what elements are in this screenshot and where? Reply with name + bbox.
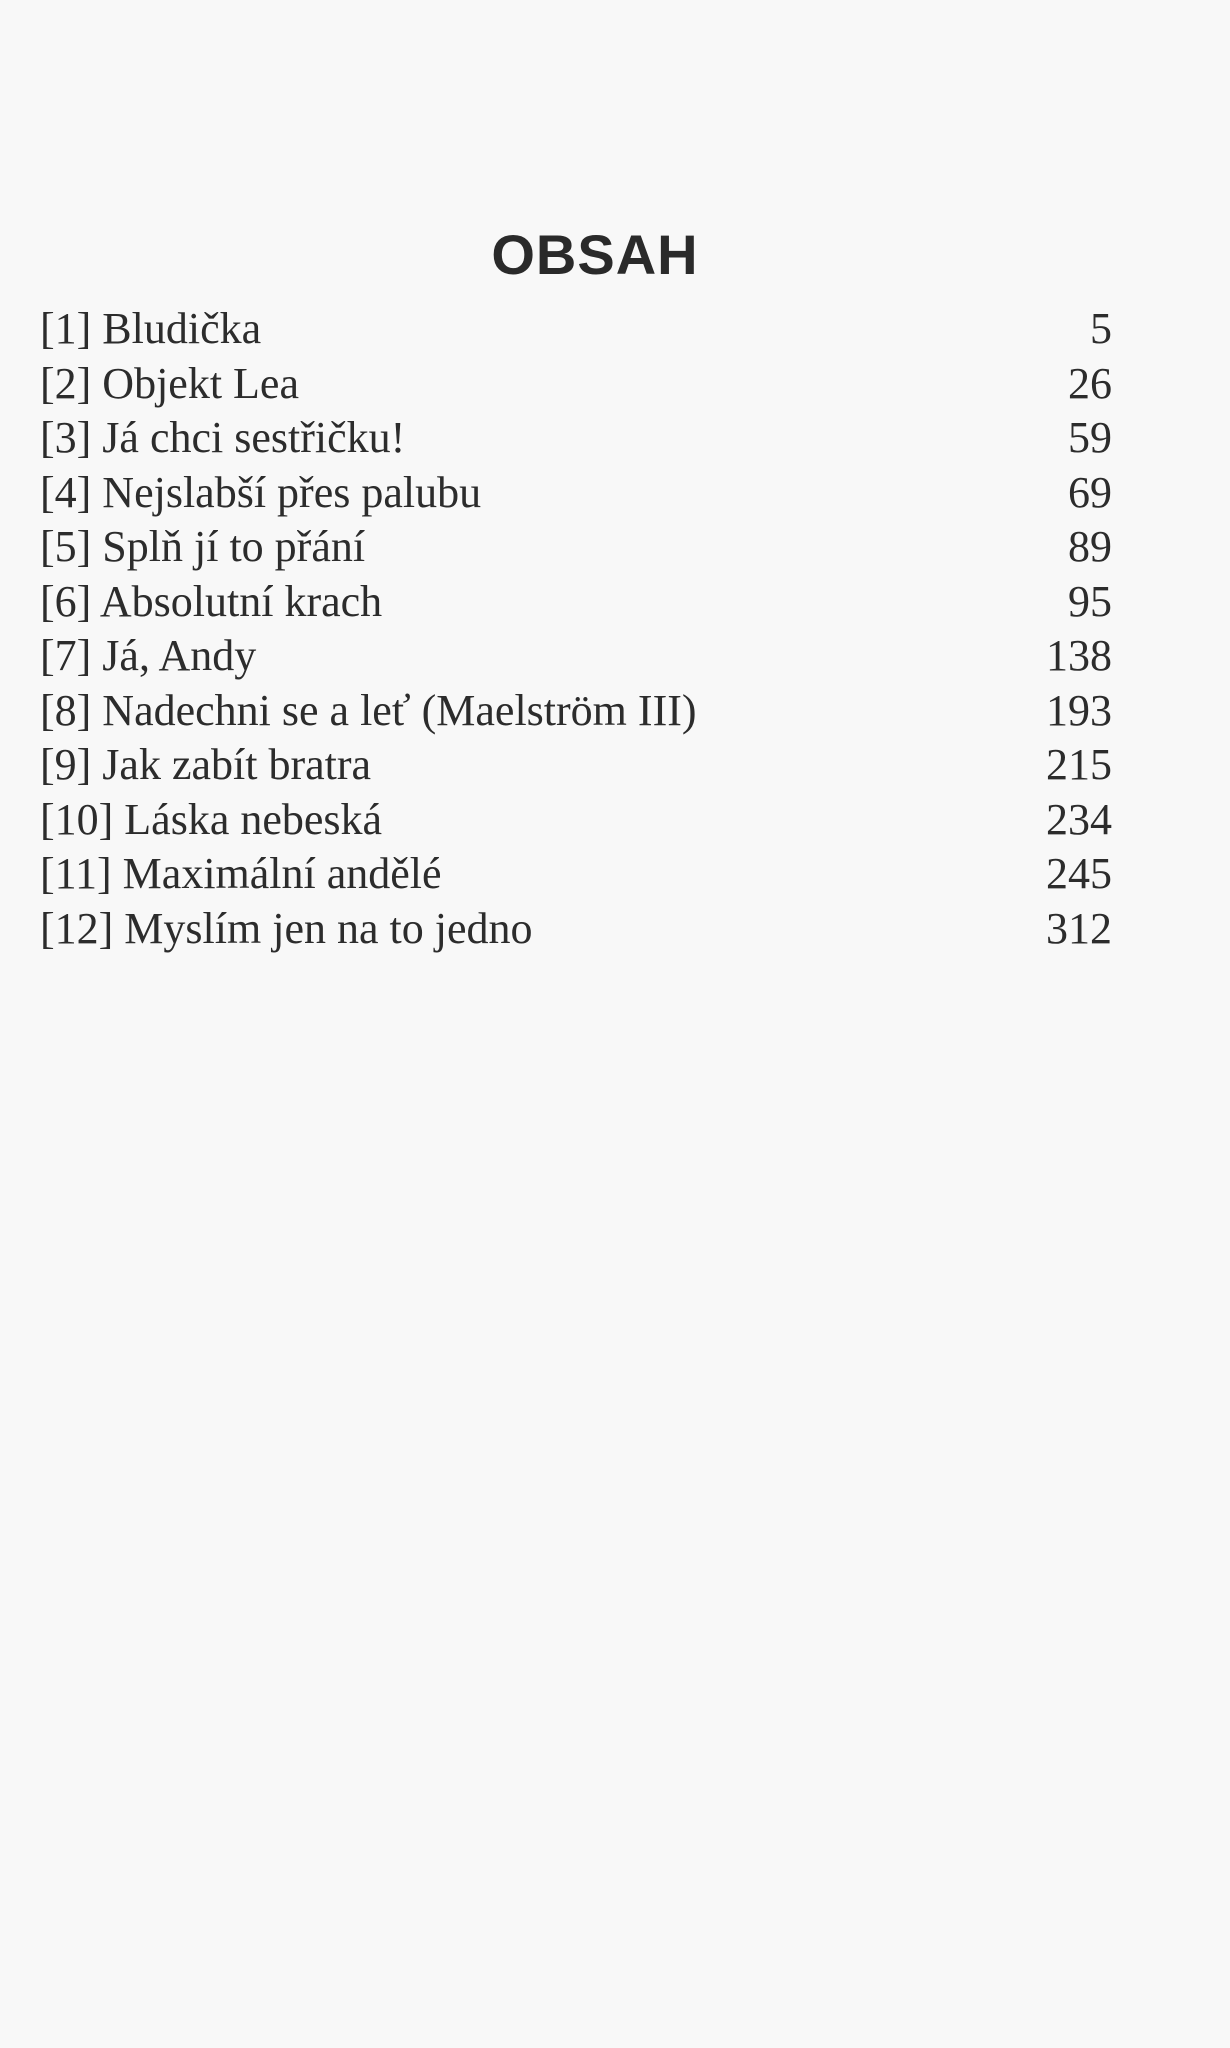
toc-entry-page: 26 xyxy=(1068,358,1112,408)
toc-entry xyxy=(40,793,1112,848)
toc-entry-page: 312 xyxy=(1046,903,1112,953)
toc-entry-page: 89 xyxy=(1068,522,1112,571)
toc-entry-page: 95 xyxy=(1068,576,1112,626)
toc-entry-page: 138 xyxy=(1046,631,1112,680)
toc-entry-page: 234 xyxy=(1046,794,1112,844)
toc-entry-title: [7] Já, Andy xyxy=(40,631,257,680)
page-title: OBSAH xyxy=(491,222,699,286)
toc-entry xyxy=(40,629,1112,684)
toc-entry-page: 193 xyxy=(1046,685,1112,735)
toc-entry xyxy=(40,466,1112,521)
toc-entry-page: 5 xyxy=(1090,304,1112,353)
toc-entry xyxy=(40,684,1112,739)
toc-entry-page: 215 xyxy=(1046,740,1112,789)
toc-entry-title: [9] Jak zabít bratra xyxy=(40,740,372,789)
toc-entry-title: [11] Maximální andělé xyxy=(40,849,442,898)
toc-entry-title: [12] Myslím jen na to jedno xyxy=(40,903,533,953)
table-of-contents xyxy=(40,302,1112,956)
toc-entry xyxy=(40,302,1112,357)
toc-entry-title: [2] Objekt Lea xyxy=(40,358,299,408)
toc-entry xyxy=(40,847,1112,902)
toc-entry xyxy=(40,902,1112,957)
toc-entry-title: [6] Absolutní krach xyxy=(40,576,383,626)
toc-entry xyxy=(40,357,1112,412)
toc-entry xyxy=(40,738,1112,793)
toc-entry-title: [3] Já chci sestřičku! xyxy=(40,413,406,462)
toc-entry-title: [10] Láska nebeská xyxy=(40,794,383,844)
toc-entry-title: [1] Bludička xyxy=(40,304,262,353)
toc-entry-title: [8] Nadechni se a leť (Maelström III) xyxy=(40,685,697,735)
toc-entry-title: [4] Nejslabší přes palubu xyxy=(40,467,482,517)
toc-entry-title: [5] Splň jí to přání xyxy=(40,522,366,571)
toc-entry xyxy=(40,520,1112,575)
toc-entry xyxy=(40,411,1112,466)
toc-entry-page: 245 xyxy=(1046,849,1112,898)
toc-entry-page: 69 xyxy=(1068,467,1112,517)
toc-entry-page: 59 xyxy=(1068,413,1112,462)
toc-entry xyxy=(40,575,1112,630)
